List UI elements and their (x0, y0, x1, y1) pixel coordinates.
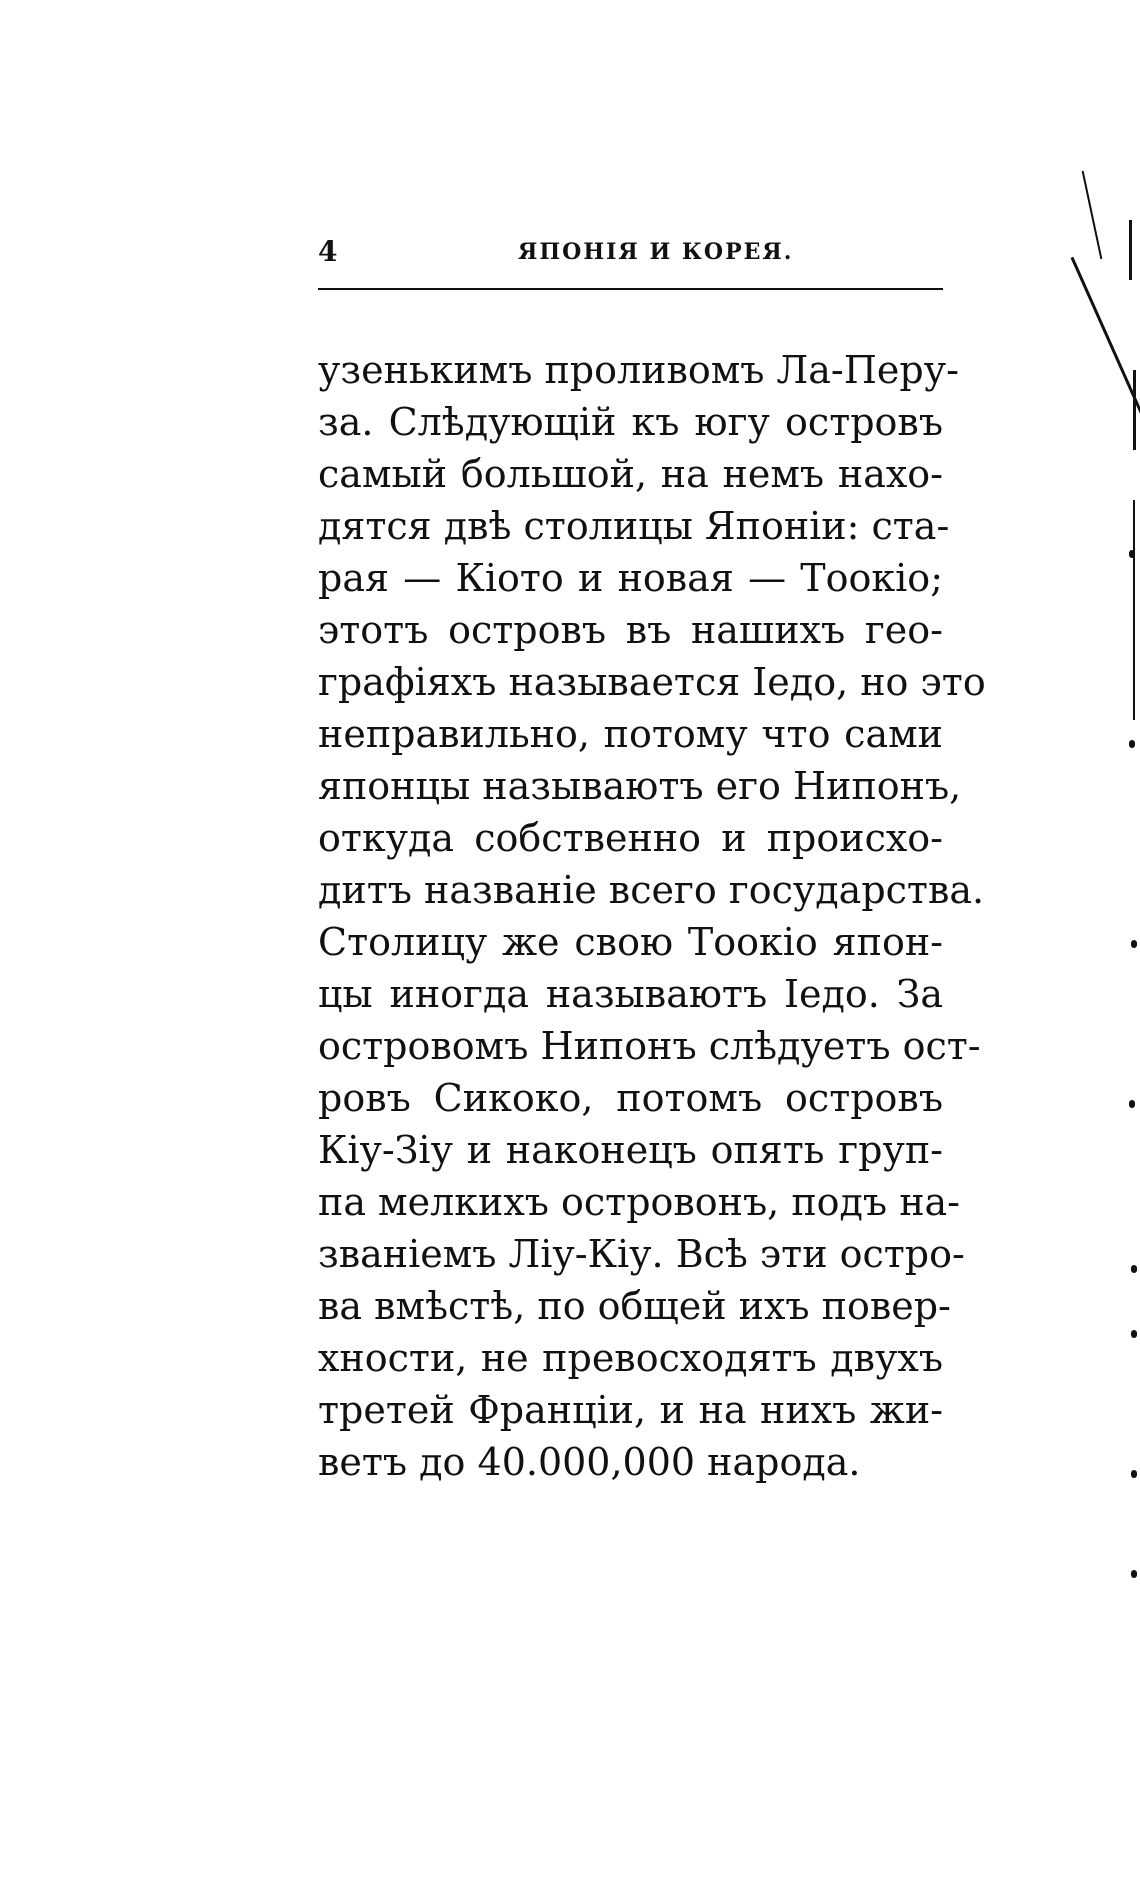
body-text (318, 344, 986, 1488)
running-header (318, 232, 943, 272)
text-line: третей Франціи, и на нихъ жи- (318, 1388, 943, 1432)
text-line: ветъ до 40.000,000 народа. (318, 1440, 861, 1484)
scan-edge-dot (1129, 740, 1135, 748)
text-line: неправильно, потому что сами (318, 712, 943, 756)
text-line: узенькимъ проливомъ Ла-Перу- (318, 348, 959, 392)
text-line: графіяхъ называется Іедо, но это (318, 660, 986, 704)
scan-edge-line (1129, 220, 1132, 280)
text-line: званіемъ Ліу-Кіу. Всѣ эти остро- (318, 1232, 965, 1276)
text-line: Столицу же свою Тоокіо япон- (318, 920, 943, 964)
text-line: ва вмѣстѣ, по общей ихъ повер- (318, 1284, 951, 1328)
text-line: па мелкихъ островонъ, подъ на- (318, 1180, 961, 1224)
running-title: ЯПОНІЯ И КОРЕЯ. (518, 239, 794, 265)
scan-edge-line (1133, 370, 1136, 450)
scan-edge-dot (1131, 1330, 1137, 1338)
scan-edge-dot (1131, 1570, 1137, 1578)
scan-edge-marks (1085, 140, 1140, 1640)
text-line: Кіу-Зіу и наконецъ опять груп- (318, 1128, 943, 1172)
text-line: дятся двѣ столицы Японіи: ста- (318, 504, 950, 548)
text-line: цы иногда называютъ Іедо. За (318, 972, 943, 1016)
text-line: островомъ Нипонъ слѣдуетъ ост- (318, 1024, 981, 1068)
text-line: этотъ островъ въ нашихъ гео- (318, 608, 943, 652)
text-line: ровъ Сикоко, потомъ островъ (318, 1076, 943, 1120)
text-line: японцы называютъ его Нипонъ, (318, 764, 962, 808)
text-line: дитъ названіе всего государства. (318, 868, 985, 912)
scan-edge-line (1133, 500, 1135, 720)
scan-edge-dot (1131, 1265, 1137, 1273)
text-line: за. Слѣдующій къ югу островъ (318, 400, 943, 444)
scan-edge-dot (1129, 550, 1135, 558)
scan-edge-dot (1131, 1470, 1137, 1478)
scan-edge-dot (1129, 1100, 1135, 1108)
page-number: 4 (318, 235, 338, 268)
text-line: откуда собственно и происхо- (318, 816, 943, 860)
text-line: хности, не превосходятъ двухъ (318, 1336, 943, 1380)
header-rule (318, 288, 943, 290)
text-line: самый большой, на немъ нахо- (318, 452, 943, 496)
scan-edge-dot (1131, 940, 1137, 948)
text-line: рая — Кіото и новая — Тоокіо; (318, 556, 943, 600)
scan-edge-line (1071, 257, 1140, 414)
scan-edge-line (1082, 171, 1103, 259)
